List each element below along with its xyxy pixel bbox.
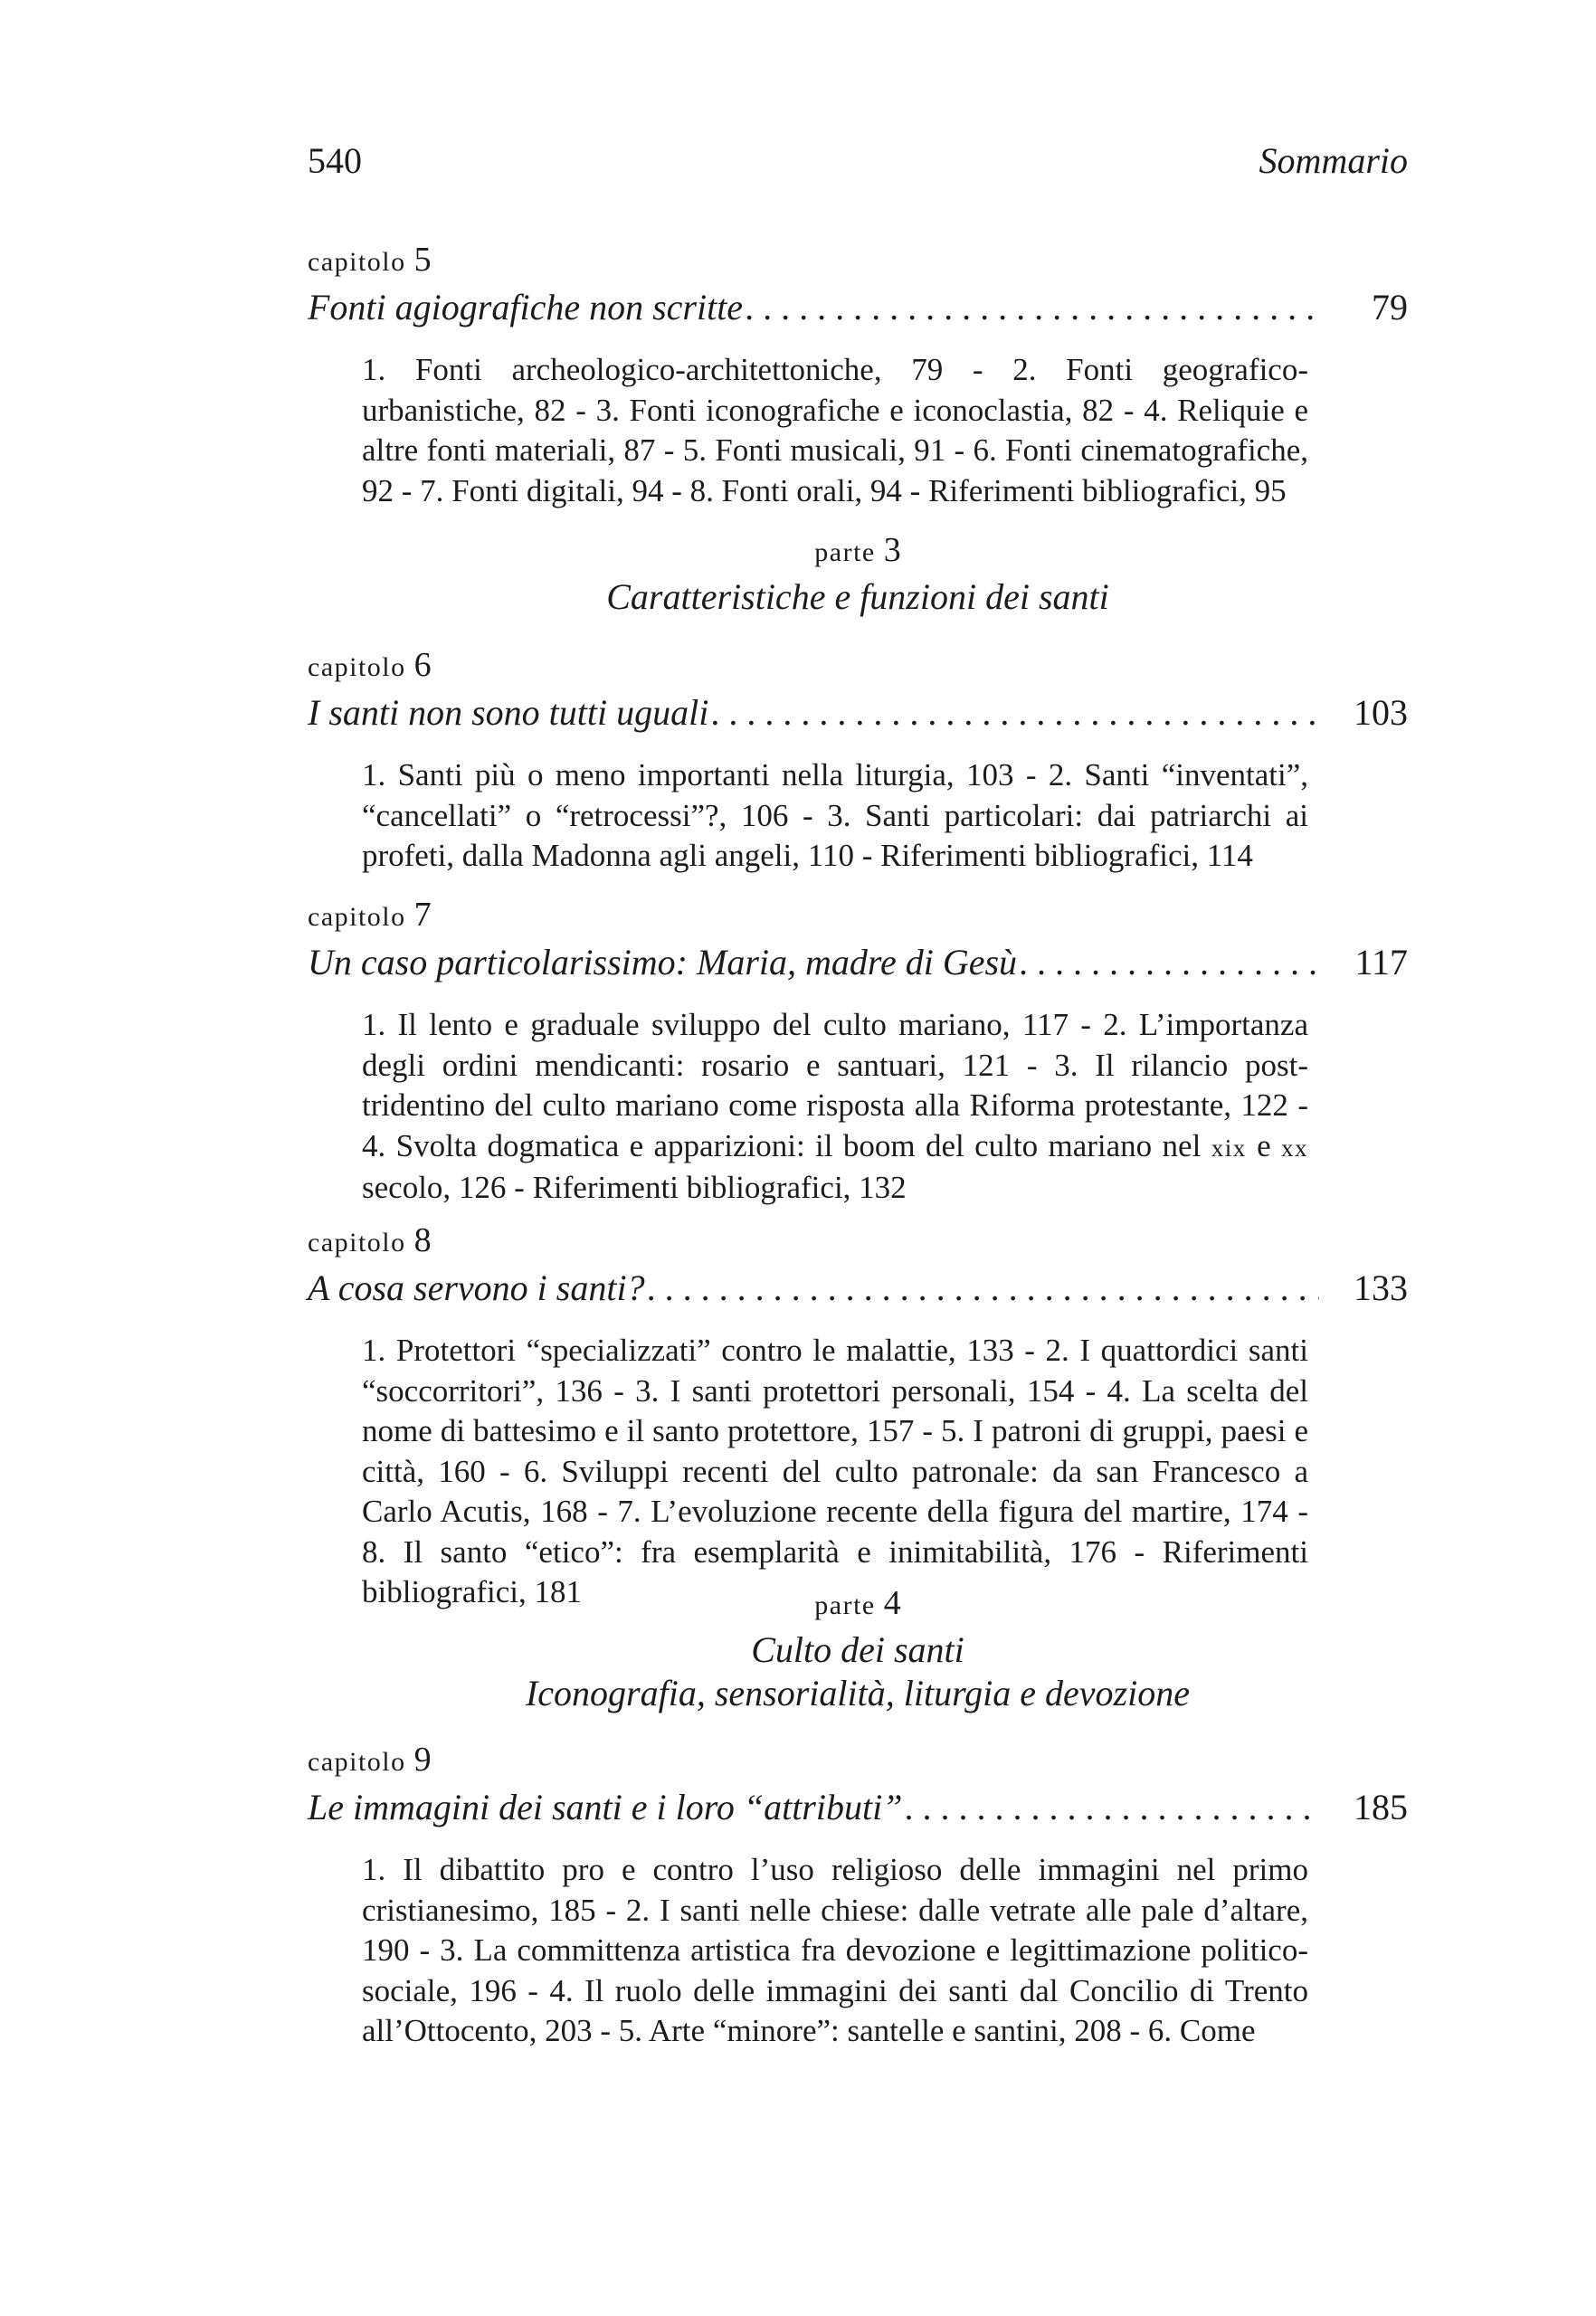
dot-leader [647,1266,1319,1311]
chapter-number: 8 [413,1221,432,1259]
chapter-title-row [308,1266,1408,1311]
part-number: 3 [883,531,901,569]
part-label-word: parte [814,1590,876,1620]
chapter-label [308,1737,1408,1785]
chapter-label [308,1218,1408,1266]
dot-leader [710,690,1319,736]
chapter-summary: 1. Il dibattito pro e contro l’uso religioso delle immagini nel primo cristianesimo, 185 - 2. I santi nelle chiese: dalle vetrate alle pale d’altare, 190 - 3. La committenza artistica fra devozione e legittimazione politico-sociale, 196 - 4. Il ruolo delle immagini dei santi dal Concilio di Trento all’Ottocento, 203 - 5. Arte “minore”: santelle e santini, 208 - 6. Come [362,1852,1308,2048]
chapter-title: Fonti agiografiche non scritte [308,287,744,327]
part-label [308,527,1408,575]
chapter-label-word: capitolo [308,1228,406,1258]
chapter-label-word: capitolo [308,652,406,682]
part-label [308,1580,1408,1628]
chapter-summary: 1. Fonti archeologico-architettoniche, 79 - 2. Fonti geografico-urbanistiche, 82 - 3. Fonti iconografiche e iconoclastia, 82 - 4. Reliquie e altre fonti materiali, 87 - 5. Fonti musicali, 91 - 6. Fonti cinematografiche, 92 - 7. Fonti digitali, 94 - 8. Fonti orali, 94 - Riferimenti bibliografici, 95 [362,352,1308,508]
dot-leader [904,1785,1319,1830]
chapter-number: 9 [413,1741,432,1779]
chapter-summary [362,1005,1308,1209]
dot-leader [745,285,1319,330]
chapter-page: 117 [1354,942,1408,982]
toc-entry-chapter-9 [308,1737,1408,2052]
chapter-label-word: capitolo [308,902,406,932]
chapter-label [308,642,1408,690]
chapter-title: Le immagini dei santi e i loro “attributi” [308,1787,903,1827]
chapter-page: 103 [1354,692,1408,733]
toc-entry-chapter-5 [308,237,1408,511]
chapter-label-word: capitolo [308,247,406,277]
part-number: 4 [883,1584,901,1622]
toc-entry-chapter-7 [308,892,1408,1209]
toc-entry-chapter-8 [308,1218,1408,1613]
part-heading-3 [308,527,1408,619]
chapter-summary: 1. Santi più o meno importanti nella liturgia, 103 - 2. Santi “inventati”, “cancellati” o “retrocessi”?, 106 - 3. Santi particolari: dai patriarchi ai profeti, dalla Madonna agli angeli, 110 - Riferimenti bibliografici, 114 [362,757,1308,873]
chapter-label [308,237,1408,285]
chapter-label [308,892,1408,940]
chapter-page: 185 [1354,1787,1408,1827]
page-number: 540 [308,140,362,181]
chapter-title-row [308,285,1408,330]
chapter-title-row [308,690,1408,736]
chapter-number: 5 [413,241,432,279]
summary-text: secolo, 126 - Riferimenti bibliografici, 132 [362,1170,907,1205]
chapter-summary: 1. Protettori “specializzati” contro le malattie, 133 - 2. I quattordici santi “soccorritori”, 136 - 3. I santi protettori personali, 154 - 4. La scelta del nome di battesimo e il santo protettore, 157 - 5. I patroni di gruppi, paesi e città, 160 - 6. Sviluppi recenti del culto patronale: da san Francesco a Carlo Acutis, 168 - 7. L’evoluzione recente della figura del martire, 174 - 8. Il santo “etico”: fra esemplarità e inimitabilità, 176 - Riferimenti bibliografici, 181 [362,1333,1308,1609]
century-numeral: xix [1211,1134,1247,1162]
toc-entry-chapter-6 [308,642,1408,877]
chapter-label-word: capitolo [308,1747,406,1777]
part-title: Caratteristiche e funzioni dei santi [606,576,1109,617]
chapter-page: 79 [1372,287,1408,327]
running-head: Sommario [1259,140,1408,181]
chapter-title: I santi non sono tutti uguali [308,692,709,733]
part-heading-4 [308,1580,1408,1715]
century-numeral: xx [1281,1134,1308,1162]
chapter-number: 7 [413,896,432,934]
chapter-title-row [308,940,1408,985]
dot-leader [1019,940,1319,985]
part-title: Culto dei santi [751,1629,964,1670]
chapter-number: 6 [413,646,432,684]
chapter-title: A cosa servono i santi? [308,1267,645,1308]
chapter-page: 133 [1354,1267,1408,1308]
summary-text: e [1246,1127,1281,1163]
part-label-word: parte [814,537,876,567]
chapter-title: Un caso particolarissimo: Maria, madre di Gesù [308,942,1018,982]
summary-text: 1. Il lento e graduale sviluppo del culto mariano, 117 - 2. L’importanza degli ordini mendicanti: rosario e santuari, 121 - 3. Il rilancio post-tridentino del culto mariano come risposta alla Riforma protestante, 122 - 4. Svolta dogmatica e apparizioni: il boom del culto mariano nel [362,1007,1308,1163]
chapter-title-row [308,1785,1408,1830]
part-subtitle: Iconografia, sensorialità, liturgia e devozione [525,1673,1190,1713]
